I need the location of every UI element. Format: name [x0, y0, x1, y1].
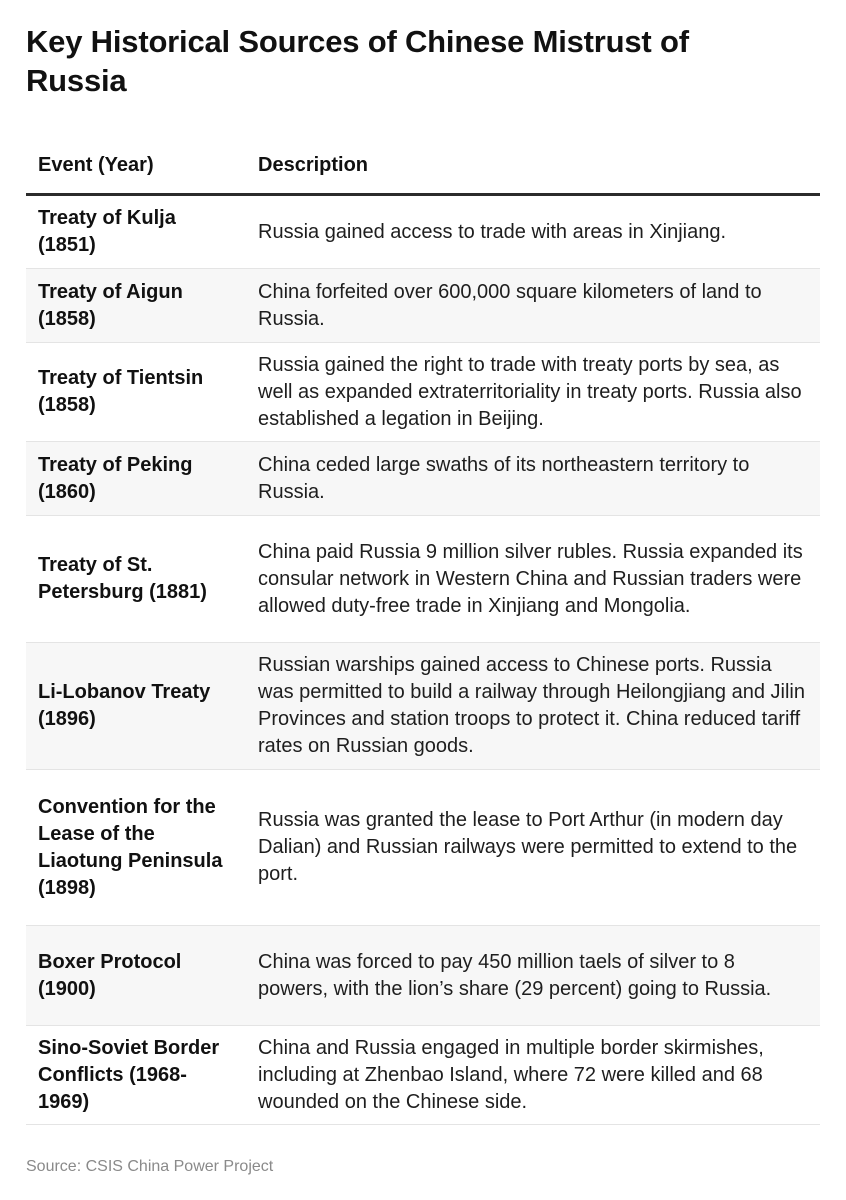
event-cell: Treaty of Kulja (1851): [26, 195, 246, 269]
table-row: [26, 643, 820, 770]
description-cell: China was forced to pay 450 million taels of silver to 8 powers, with the lion’s share (29 percent) going to Russia.: [246, 926, 820, 1026]
table-row: [26, 442, 820, 516]
table-row: [26, 770, 820, 926]
event-cell: Sino-Soviet Border Conflicts (1968-1969): [26, 1026, 246, 1125]
description-cell: China ceded large swaths of its northeastern territory to Russia.: [246, 442, 820, 516]
event-cell: Treaty of Peking (1860): [26, 442, 246, 516]
description-cell: Russian warships gained access to Chinese ports. Russia was permitted to build a railway through Heilongjiang and Jilin Provinces and station troops to protect it. China reduced tariff rates on Russian goods.: [246, 643, 820, 770]
table-header: [26, 138, 820, 195]
event-cell: Treaty of Tientsin (1858): [26, 343, 246, 442]
source-note: Source: CSIS China Power Project: [26, 1158, 274, 1175]
table-row: [26, 516, 820, 643]
page-title: Key Historical Sources of Chinese Mistrust of Russia: [26, 24, 689, 98]
table-row: [26, 343, 820, 442]
header-event: Event (Year): [26, 138, 246, 195]
description-cell: China paid Russia 9 million silver rubles. Russia expanded its consular network in Western China and Russian traders were allowed duty-free trade in Xinjiang and Mongolia.: [246, 516, 820, 643]
event-cell: Convention for the Lease of the Liaotung Peninsula (1898): [26, 770, 246, 926]
event-cell: Boxer Protocol (1900): [26, 926, 246, 1026]
description-cell: China forfeited over 600,000 square kilometers of land to Russia.: [246, 269, 820, 343]
event-cell: Li-Lobanov Treaty (1896): [26, 643, 246, 770]
header-row: [26, 138, 820, 195]
header-description: Description: [246, 138, 820, 195]
events-table: [26, 138, 820, 1125]
table-row: [26, 269, 820, 343]
event-cell: Treaty of Aigun (1858): [26, 269, 246, 343]
table-row: [26, 1026, 820, 1125]
table-body: [26, 195, 820, 1125]
table-row: [26, 926, 820, 1026]
description-cell: China and Russia engaged in multiple border skirmishes, including at Zhenbao Island, where 72 were killed and 68 wounded on the Chinese side.: [246, 1026, 820, 1125]
table-row: [26, 195, 820, 269]
event-cell: Treaty of St. Petersburg (1881): [26, 516, 246, 643]
description-cell: Russia was granted the lease to Port Arthur (in modern day Dalian) and Russian railways were permitted to extend to the port.: [246, 770, 820, 926]
description-cell: Russia gained access to trade with areas in Xinjiang.: [246, 195, 820, 269]
description-cell: Russia gained the right to trade with treaty ports by sea, as well as expanded extraterritoriality in treaty ports. Russia also established a legation in Beijing.: [246, 343, 820, 442]
